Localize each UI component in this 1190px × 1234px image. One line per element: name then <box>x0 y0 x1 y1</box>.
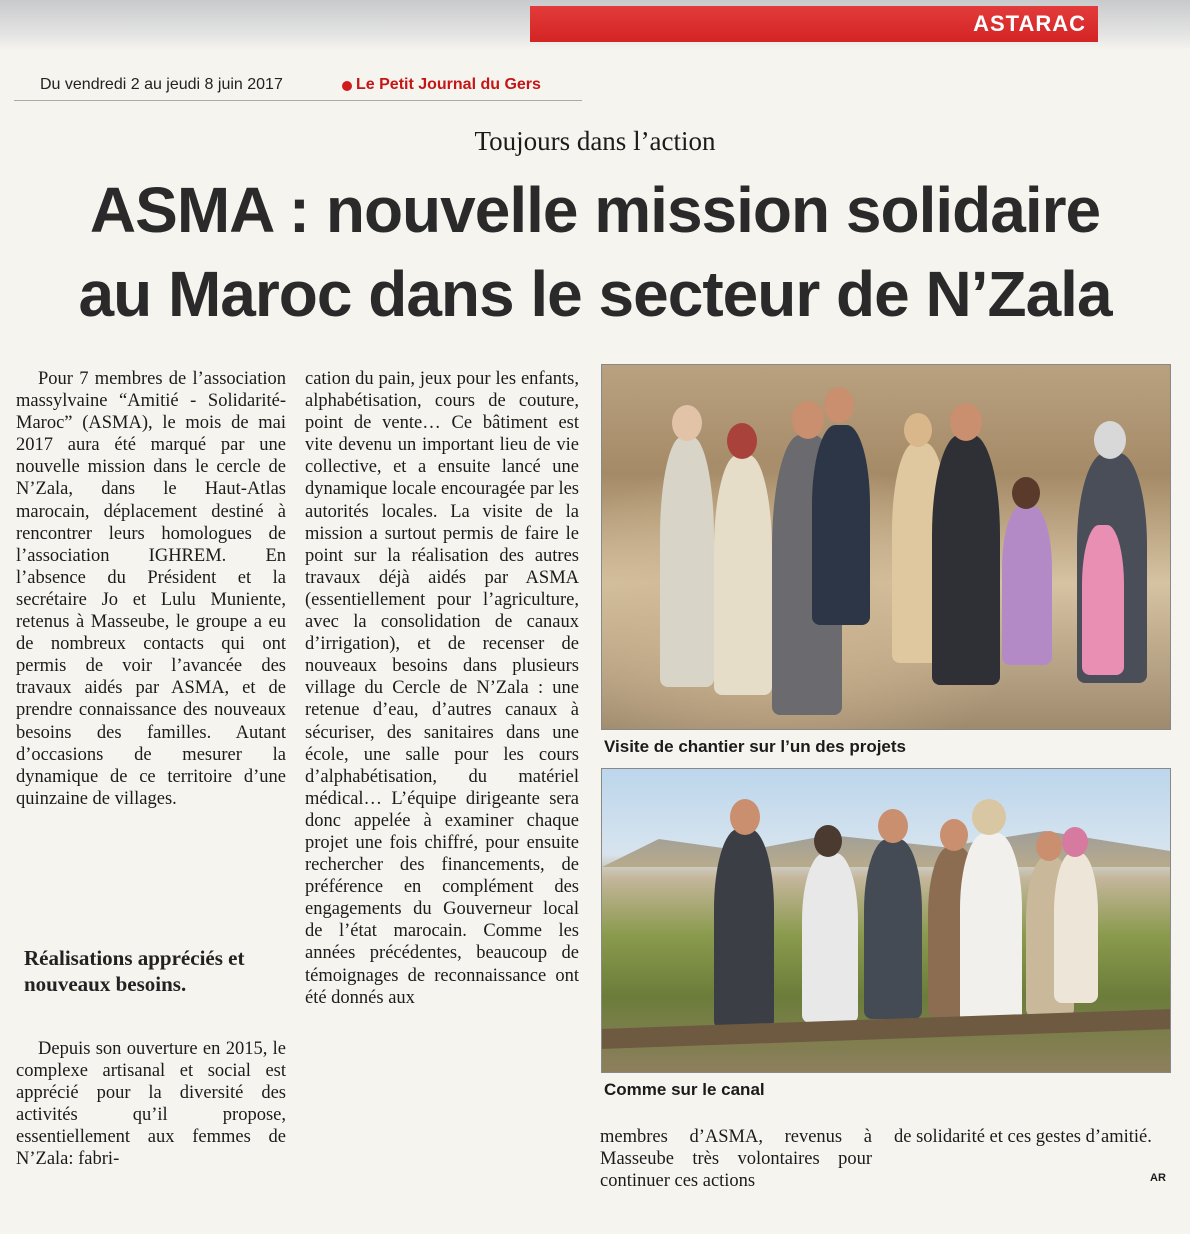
section-banner <box>530 6 1098 42</box>
photo-caption-2: Comme sur le canal <box>604 1080 765 1099</box>
article-subheading: Réalisations appréciés et nouveaux besoins. <box>24 946 245 996</box>
photo-site-visit <box>601 364 1171 730</box>
column-1 <box>16 368 286 810</box>
newspaper-name: Le Petit Journal du Gers <box>356 76 541 93</box>
column-2 <box>305 368 579 1009</box>
paragraph-activities: cation du pain, jeux pour les enfants, alphabétisation, cours de couture, point de vente… Ce bâtiment est vite devenu un important lieu de vie collective, et a ensuite lancé une dynamique locale encouragée par les autorités locales. La visite de la mission a surtout permis de faire le point sur la réalisation des autres travaux déjà aidés par ASMA (essentiellement pour l’agriculture, avec la consolidation de canaux d’irrigation), et de recenser de nouveaux besoins dans plusieurs village du Cercle de N’Zala : une retenue d’eau, d’autres canaux à sécuriser, des sanitaires dans une école, une salle pour les cours d’alphabétisation, du matériel médical… L’équipe dirigeante sera donc appelée à examiner chaque projet une fois chiffré, pour ensuite rechercher des financements, de préférence en complément des engagements du Gouverneur local de l’état marocain. Comme les années précédentes, beaucoup de témoignages de reconnaissance ont été donnés aux <box>305 369 579 1008</box>
column-1-continued <box>16 1038 286 1171</box>
paragraph-complex: Depuis son ouverture en 2015, le complexe artisanal et social est apprécié pour la diversité des activités qu’il propose, essentiellement aux femmes de N’Zala: fabri- <box>16 1039 286 1170</box>
author-initials: AR <box>1150 1172 1166 1184</box>
paragraph-closing: de solidarité et ces gestes d’amitié. <box>894 1127 1152 1147</box>
headline-line-1: ASMA : nouvelle mission solidaire <box>89 174 1101 246</box>
headline-line-2: au Maroc dans le secteur de N’Zala <box>78 258 1112 330</box>
header-divider <box>14 100 582 101</box>
paragraph-intro: Pour 7 membres de l’association massylvaine “Amitié - Solidarité-Maroc” (ASMA), le mois de mai 2017 aura été marqué par une nouvelle mission dans le cercle de N’Zala, dans le Haut-Atlas marocain, déplacement destiné à rencontrer leurs homologues de l’association IGHREM. En l’absence du Président et la secrétaire Jo et Lulu Muniente, retenus à Masseube, le groupe a eu de nombreux contacts qui ont permis de voir l’avancée des travaux aidés par ASMA, et de prendre connaissance des nouveaux besoins des familles. Autant d’occasions de mesurer la dynamique de ce territoire d’une quinzaine de villages. <box>16 369 286 809</box>
article-kicker: Toujours dans l’action <box>474 126 716 156</box>
photo-canal <box>601 768 1171 1073</box>
issue-date: Du vendredi 2 au jeudi 8 juin 2017 <box>40 76 283 93</box>
paragraph-members: membres d’ASMA, revenus à Masseube très volontaires pour continuer ces actions <box>600 1127 872 1192</box>
article-headline <box>20 168 1170 336</box>
section-label: ASTARAC <box>973 11 1086 36</box>
column-3 <box>600 1126 872 1192</box>
column-4 <box>894 1126 1166 1148</box>
bullet-dot-icon <box>342 81 352 91</box>
photo-caption-1: Visite de chantier sur l’un des projets <box>604 737 906 756</box>
